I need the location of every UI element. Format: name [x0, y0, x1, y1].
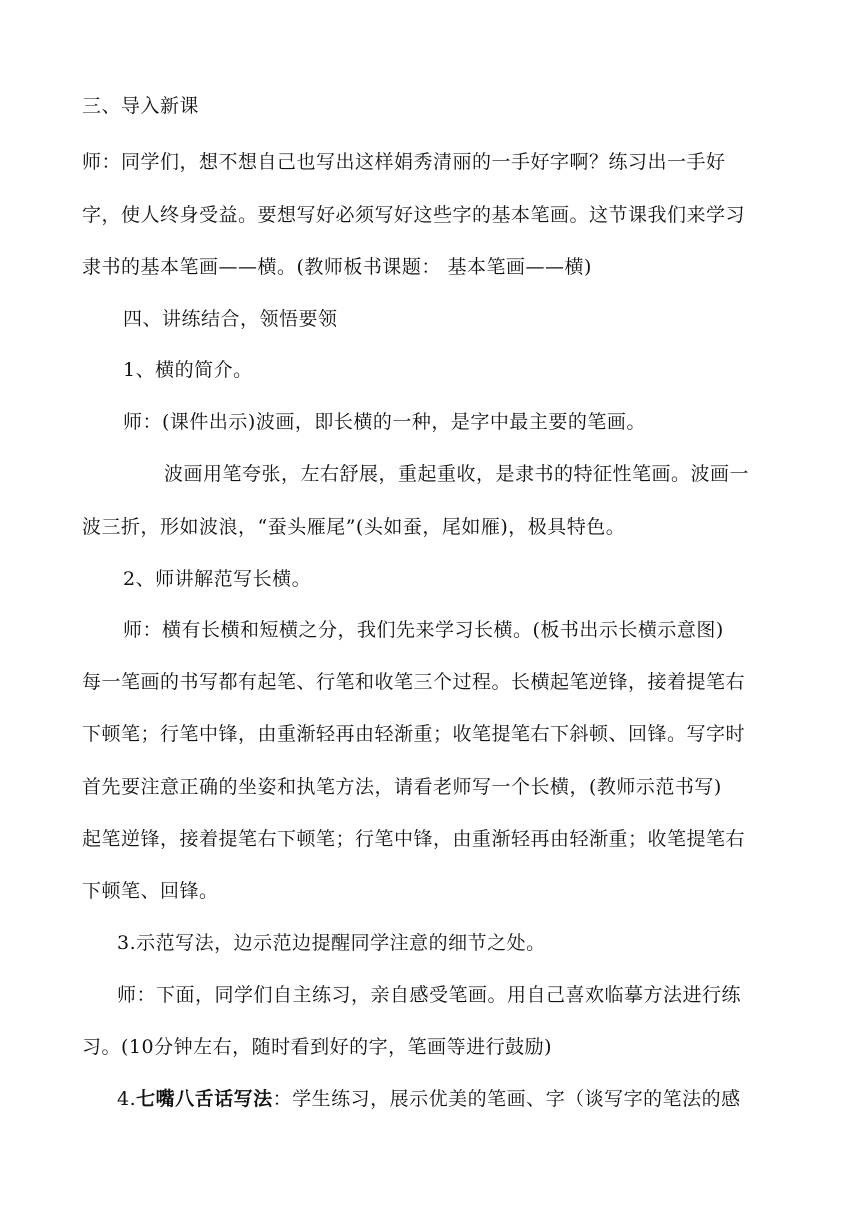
paragraph-line: 每一笔画的书写都有起笔、行笔和收笔三个过程。长横起笔逆锋，接着提笔右	[82, 671, 746, 693]
bold-heading: 七嘴八舌话写法	[136, 1088, 273, 1110]
paragraph-line: 习。(10分钟左右，随时看到好的字，笔画等进行鼓励)	[82, 1036, 553, 1058]
line-rest: ：学生练习，展示优美的笔画、字（谈写字的笔法的感	[272, 1088, 741, 1110]
paragraph-line-last	[117, 1087, 741, 1111]
subheading: 1、横的简介。	[123, 359, 253, 381]
paragraph-line: 师：横有长横和短横之分，我们先来学习长横。(板书出示长横示意图)	[123, 619, 724, 641]
paragraph-line: 首先要注意正确的坐姿和执笔方法，请看老师写一个长横，(教师示范书写)	[82, 776, 722, 798]
paragraph-line: 师：下面，同学们自主练习，亲自感受笔画。用自己喜欢临摹方法进行练	[117, 984, 742, 1006]
subheading: 3.示范写法，边示范边提醒同学注意的细节之处。	[117, 932, 546, 954]
section-heading: 三、导入新课	[82, 95, 200, 117]
paragraph-line: 师：同学们，想不想自己也写出这样娟秀清丽的一手好字啊？练习出一手好	[82, 151, 726, 173]
paragraph-line: 隶书的基本笔画——横。(教师板书课题： 基本笔画——横)	[82, 256, 592, 278]
paragraph-line: 下顿笔、回锋。	[82, 880, 219, 902]
paragraph-line: 起笔逆锋，接着提笔右下顿笔；行笔中锋，由重渐轻再由轻渐重；收笔提笔右	[82, 828, 746, 850]
subheading: 2、师讲解范写长横。	[123, 568, 312, 590]
item-number: 4.	[117, 1088, 137, 1110]
paragraph-line: 下顿笔；行笔中锋，由重渐轻再由轻渐重；收笔提笔右下斜顿、回锋。写字时	[82, 723, 746, 745]
paragraph-line: 波三折，形如波浪，“蚕头雁尾”(头如蚕，尾如雁)，极具特色。	[82, 516, 626, 538]
paragraph-line: 波画用笔夸张，左右舒展，重起重收，是隶书的特征性笔画。波画一	[164, 463, 750, 485]
paragraph-line: 字，使人终身受益。要想写好必须写好这些字的基本笔画。这节课我们来学习	[82, 204, 746, 226]
paragraph-line: 师：(课件出示)波画，即长横的一种，是字中最主要的笔画。	[123, 411, 646, 433]
section-heading: 四、讲练结合，领悟要领	[123, 308, 338, 330]
